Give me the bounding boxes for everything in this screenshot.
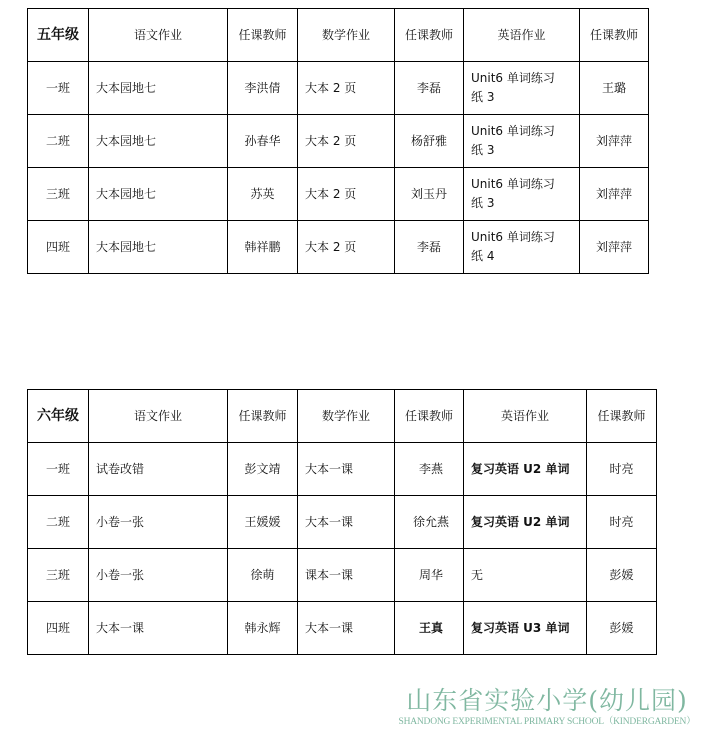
chinese-homework: 大本园地七 bbox=[89, 115, 228, 168]
header-math: 数学作业 bbox=[298, 390, 395, 443]
chinese-teacher: 苏英 bbox=[228, 168, 298, 221]
math-teacher: 李燕 bbox=[395, 443, 464, 496]
chinese-teacher: 孙春华 bbox=[228, 115, 298, 168]
math-teacher: 李磊 bbox=[395, 62, 464, 115]
header-teacher: 任课教师 bbox=[395, 390, 464, 443]
table-row bbox=[28, 549, 657, 602]
table-row bbox=[28, 221, 649, 274]
math-homework: 大本 2 页 bbox=[298, 221, 395, 274]
math-teacher: 周华 bbox=[395, 549, 464, 602]
english-homework-line2: 纸 4 bbox=[471, 249, 495, 263]
math-homework: 大本 2 页 bbox=[298, 115, 395, 168]
chinese-homework: 小卷一张 bbox=[89, 496, 228, 549]
class-name: 三班 bbox=[28, 168, 89, 221]
math-teacher: 李磊 bbox=[395, 221, 464, 274]
english-homework bbox=[464, 115, 580, 168]
class-name: 二班 bbox=[28, 115, 89, 168]
english-teacher: 王璐 bbox=[580, 62, 649, 115]
header-teacher: 任课教师 bbox=[228, 390, 298, 443]
grade-label: 五年级 bbox=[28, 9, 89, 62]
header-chinese: 语文作业 bbox=[89, 9, 228, 62]
math-teacher: 杨舒雅 bbox=[395, 115, 464, 168]
english-teacher: 时亮 bbox=[587, 496, 657, 549]
math-teacher: 王真 bbox=[395, 602, 464, 655]
english-homework bbox=[464, 168, 580, 221]
english-teacher: 刘萍萍 bbox=[580, 168, 649, 221]
math-homework: 课本一课 bbox=[298, 549, 395, 602]
class-name: 二班 bbox=[28, 496, 89, 549]
english-homework-line2: 纸 3 bbox=[471, 196, 495, 210]
english-homework-line2: 纸 3 bbox=[471, 90, 495, 104]
english-homework: 无 bbox=[464, 549, 587, 602]
table-row bbox=[28, 62, 649, 115]
chinese-homework: 大本一课 bbox=[89, 602, 228, 655]
header-chinese: 语文作业 bbox=[89, 390, 228, 443]
header-teacher: 任课教师 bbox=[580, 9, 649, 62]
english-homework: 复习英语 U3 单词 bbox=[464, 602, 587, 655]
table-row bbox=[28, 443, 657, 496]
math-homework: 大本 2 页 bbox=[298, 62, 395, 115]
table-row bbox=[28, 602, 657, 655]
math-homework: 大本一课 bbox=[298, 443, 395, 496]
chinese-homework: 大本园地七 bbox=[89, 221, 228, 274]
school-name-english: SHANDONG EXPERIMENTAL PRIMARY SCHOOL（KINDERGARDEN） bbox=[398, 717, 696, 727]
table-row bbox=[28, 496, 657, 549]
math-homework: 大本 2 页 bbox=[298, 168, 395, 221]
chinese-homework: 大本园地七 bbox=[89, 62, 228, 115]
english-teacher: 刘萍萍 bbox=[580, 115, 649, 168]
english-homework-line1: Unit6 单词练习 bbox=[471, 177, 555, 191]
english-homework-line2: 纸 3 bbox=[471, 143, 495, 157]
school-logo bbox=[398, 686, 696, 732]
chinese-teacher: 彭文靖 bbox=[228, 443, 298, 496]
math-teacher: 徐允燕 bbox=[395, 496, 464, 549]
header-teacher: 任课教师 bbox=[228, 9, 298, 62]
english-homework: 复习英语 U2 单词 bbox=[464, 443, 587, 496]
english-teacher: 彭媛 bbox=[587, 602, 657, 655]
class-name: 三班 bbox=[28, 549, 89, 602]
math-teacher: 刘玉丹 bbox=[395, 168, 464, 221]
english-teacher: 时亮 bbox=[587, 443, 657, 496]
chinese-teacher: 韩祥鹏 bbox=[228, 221, 298, 274]
chinese-homework: 小卷一张 bbox=[89, 549, 228, 602]
math-homework: 大本一课 bbox=[298, 602, 395, 655]
english-teacher: 刘萍萍 bbox=[580, 221, 649, 274]
english-homework-line1: Unit6 单词练习 bbox=[471, 230, 555, 244]
chinese-teacher: 李洪倩 bbox=[228, 62, 298, 115]
chinese-teacher: 王媛媛 bbox=[228, 496, 298, 549]
class-name: 四班 bbox=[28, 602, 89, 655]
class-name: 一班 bbox=[28, 443, 89, 496]
math-homework: 大本一课 bbox=[298, 496, 395, 549]
header-math: 数学作业 bbox=[298, 9, 395, 62]
english-homework-line1: Unit6 单词练习 bbox=[471, 71, 555, 85]
grade6-homework-table bbox=[27, 389, 657, 655]
chinese-teacher: 韩永辉 bbox=[228, 602, 298, 655]
english-teacher: 彭媛 bbox=[587, 549, 657, 602]
header-teacher: 任课教师 bbox=[395, 9, 464, 62]
table-row bbox=[28, 168, 649, 221]
header-english: 英语作业 bbox=[464, 390, 587, 443]
chinese-homework: 大本园地七 bbox=[89, 168, 228, 221]
table-header-row bbox=[28, 9, 649, 62]
table-row bbox=[28, 115, 649, 168]
school-name-chinese: 山东省实验小学(幼儿园) bbox=[406, 686, 688, 715]
class-name: 一班 bbox=[28, 62, 89, 115]
header-teacher: 任课教师 bbox=[587, 390, 657, 443]
grade5-homework-table bbox=[27, 8, 649, 274]
class-name: 四班 bbox=[28, 221, 89, 274]
table-header-row bbox=[28, 390, 657, 443]
english-homework bbox=[464, 221, 580, 274]
chinese-homework: 试卷改错 bbox=[89, 443, 228, 496]
english-homework bbox=[464, 62, 580, 115]
english-homework: 复习英语 U2 单词 bbox=[464, 496, 587, 549]
chinese-teacher: 徐萌 bbox=[228, 549, 298, 602]
grade-label: 六年级 bbox=[28, 390, 89, 443]
header-english: 英语作业 bbox=[464, 9, 580, 62]
english-homework-line1: Unit6 单词练习 bbox=[471, 124, 555, 138]
